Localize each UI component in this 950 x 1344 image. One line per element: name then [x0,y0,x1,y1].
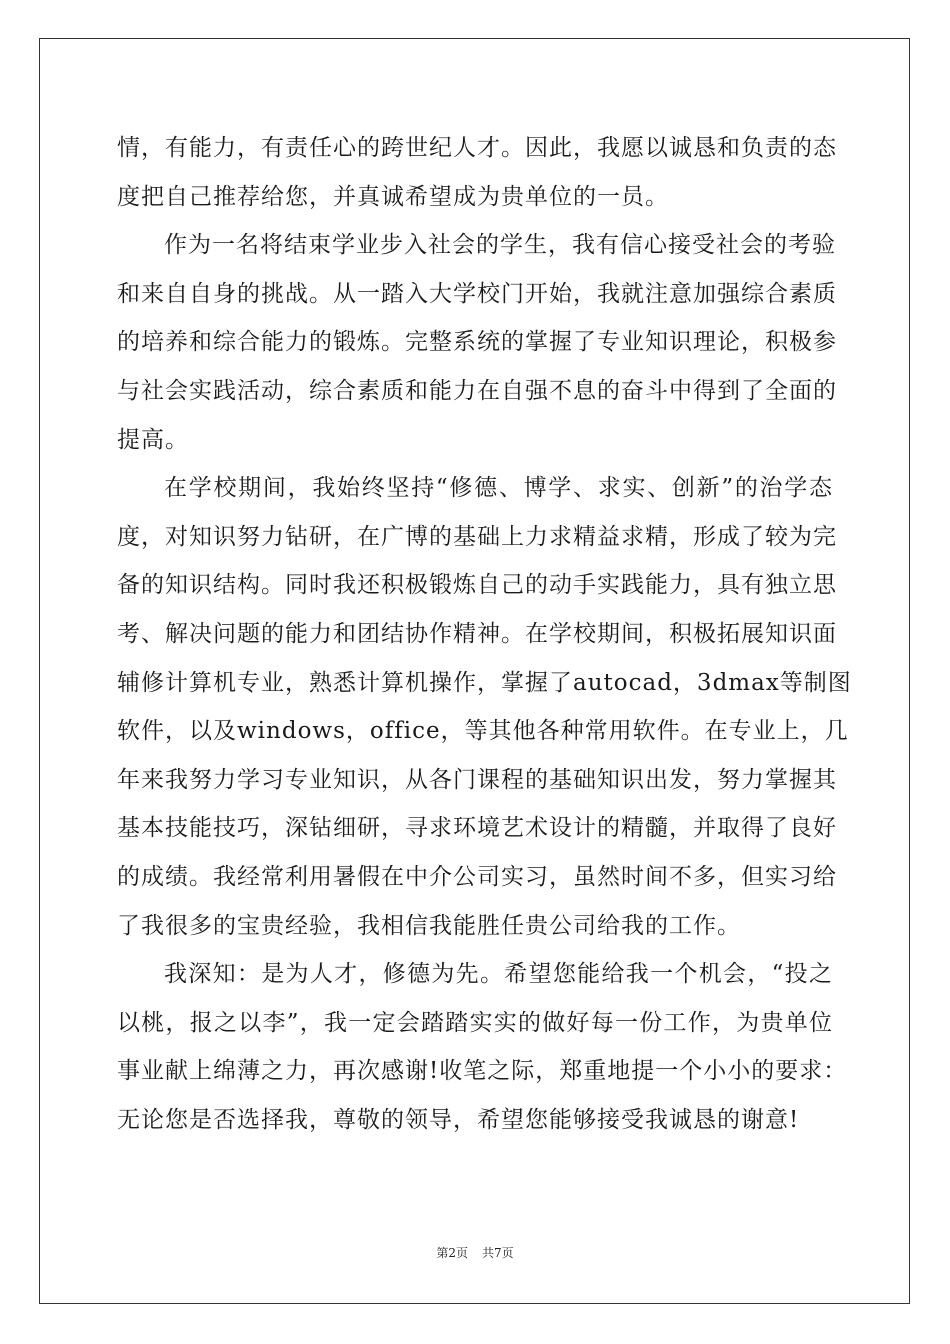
text-line: 情，有能力，有责任心的跨世纪人才。因此，我愿以诚恳和负责的态 [117,135,837,161]
text-line: 作为一名将结束学业步入社会的学生，我有信心接受社会的考验 [164,232,836,259]
page-number: 第2页 [436,1246,468,1260]
text-line: 软件，以及windows，office，等其他各种常用软件。在专业上，几 [117,718,849,745]
page-footer [0,1244,950,1261]
text-line: 辅修计算机专业，熟悉计算机操作，掌握了autocad，3dmax等制图 [117,669,852,696]
text-line: 基本技能技巧，深钻细研，寻求环境艺术设计的精髓，并取得了良好 [117,815,837,842]
text-line: 和来自自身的挑战。从一踏入大学校门开始，我就注意加强综合素质 [117,280,837,307]
text-line: 的培养和综合能力的锻炼。完整系统的掌握了专业知识理论，积极参 [117,329,837,356]
text-line: 度，对知识努力钻研，在广博的基础上力求精益求精，形成了较为完 [117,523,837,550]
text-line: 的成绩。我经常利用暑假在中介公司实习，虽然时间不多，但实习给 [117,863,837,890]
text-line: 以桃，报之以李”，我一定会踏踏实实的做好每一份工作，为贵单位 [117,1009,833,1036]
document-body [117,128,852,1148]
text-line: 度把自己推荐给您，并真诚希望成为贵单位的一员。 [117,183,669,210]
page-total: 共7页 [482,1246,514,1260]
paragraph [117,128,837,225]
text-line: 年来我努力学习专业知识，从各门课程的基础知识出发，努力掌握其 [117,766,837,793]
text-line: 无论您是否选择我，尊敬的领导，希望您能够接受我诚恳的谢意! [117,1106,800,1133]
text-line: 备的知识结构。同时我还积极锻炼自己的动手实践能力，具有独立思 [117,572,837,599]
paragraph [117,225,837,468]
text-line: 在学校期间，我始终坚持“修德、博学、求实、创新”的治学态 [164,475,833,502]
paragraph [117,954,848,1148]
text-line: 考、解决问题的能力和团结协作精神。在学校期间，积极拓展知识面 [117,620,837,647]
text-line: 了我很多的宝贵经验，我相信我能胜任贵公司给我的工作。 [117,912,741,939]
text-line: 与社会实践活动，综合素质和能力在自强不息的奋斗中得到了全面的 [117,377,837,404]
text-line: 提高。 [117,426,189,453]
text-line: 事业献上绵薄之力，再次感谢!收笔之际，郑重地提一个小小的要求： [117,1058,848,1085]
text-line: 我深知：是为人才，修德为先。希望您能给我一个机会，“投之 [164,961,833,988]
paragraph [117,468,852,954]
